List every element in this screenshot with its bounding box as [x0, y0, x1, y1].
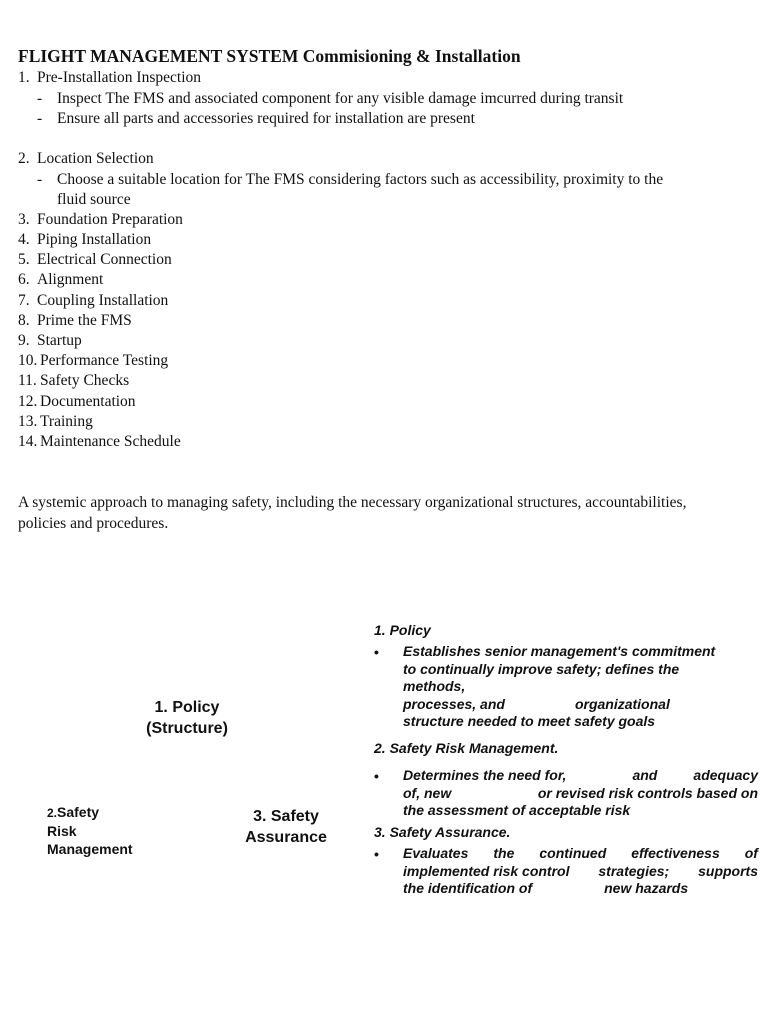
- policy-line-part: organizational: [574, 695, 670, 712]
- step-number: 6.: [18, 271, 30, 288]
- step-label: Alignment: [37, 271, 104, 288]
- dash-bullet: -: [37, 171, 43, 188]
- step-label: Location Selection: [37, 150, 154, 167]
- step-number: 5.: [18, 251, 30, 268]
- diagram-sa-line: Assurance: [245, 829, 327, 846]
- sub-item-text: Ensure all parts and accessories required for installation are present: [57, 110, 475, 127]
- step-number: 14.: [18, 433, 38, 450]
- step-number: 10.: [18, 352, 38, 369]
- diagram-srm-line: Safety: [57, 804, 100, 820]
- step-label: Performance Testing: [40, 352, 169, 369]
- diagram-srm-line: Risk: [47, 823, 77, 839]
- policy-line: [403, 696, 715, 714]
- policy-line: structure needed to meet safety goals: [403, 713, 656, 729]
- diagram-sa-label: [230, 806, 342, 848]
- step-item: [0, 68, 768, 88]
- sa-heading: 3. Safety Assurance.: [374, 824, 511, 840]
- step-item: [0, 412, 768, 432]
- srm-word: Determines the need for,: [403, 767, 567, 783]
- srm-word: and: [632, 767, 658, 783]
- dash-bullet: -: [37, 90, 43, 107]
- policy-description: [403, 643, 715, 731]
- dash-bullet: -: [37, 110, 43, 127]
- srm-word: or revised risk controls based on: [537, 784, 758, 801]
- srm-word: of, new: [403, 784, 452, 801]
- step-number: 7.: [18, 292, 30, 309]
- step-label: Electrical Connection: [37, 251, 172, 268]
- srm-line: the assessment of acceptable risk: [403, 802, 631, 818]
- diagram-srm-number: 2.: [47, 806, 58, 820]
- sub-item-text: Inspect The FMS and associated component for any visible damage imcurred during transit: [57, 90, 624, 107]
- sub-item-text: fluid source: [57, 191, 131, 208]
- step-number: 12.: [18, 393, 38, 410]
- step-number: 11.: [18, 372, 37, 389]
- bullet-icon: •: [374, 768, 379, 784]
- sa-word: of: [744, 845, 758, 861]
- sa-word: implemented risk control: [403, 862, 570, 879]
- step-item: [0, 250, 768, 270]
- sub-item-continuation: [0, 190, 768, 210]
- step-number: 3.: [18, 211, 30, 228]
- step-label: Startup: [37, 332, 82, 349]
- document-title: FLIGHT MANAGEMENT SYSTEM Commisioning & Installation: [18, 46, 521, 66]
- sa-line-part: the identification of: [403, 880, 533, 896]
- srm-heading: 2. Safety Risk Management.: [374, 740, 559, 756]
- step-number: 13.: [18, 413, 38, 430]
- step-label: Documentation: [40, 393, 136, 410]
- step-item: [0, 331, 768, 351]
- sub-item: [0, 89, 768, 109]
- step-item: [0, 210, 768, 230]
- diagram-policy-label: [120, 697, 254, 739]
- step-label: Foundation Preparation: [37, 211, 183, 228]
- step-item: [0, 291, 768, 311]
- diagram-srm-line: Management: [47, 841, 133, 857]
- step-number: 9.: [18, 332, 30, 349]
- step-label: Pre-Installation Inspection: [37, 69, 201, 86]
- diagram-policy-line: 1. Policy: [154, 699, 220, 716]
- step-number: 4.: [18, 231, 30, 248]
- sa-word: the: [493, 845, 515, 861]
- step-item: [0, 371, 768, 391]
- step-label: Coupling Installation: [37, 292, 169, 309]
- policy-line: Establishes senior management's commitment: [403, 643, 716, 659]
- step-number: 8.: [18, 312, 30, 329]
- step-label: Training: [40, 413, 93, 430]
- srm-word: adequacy: [693, 767, 758, 783]
- step-label: Prime the FMS: [37, 312, 132, 329]
- sa-line: [403, 880, 758, 898]
- sms-definition-paragraph: A systemic approach to managing safety, including the necessary organizational structures, accountabilities, policies and procedures.: [18, 494, 687, 532]
- bullet-icon: •: [374, 644, 379, 660]
- sa-word: Evaluates: [403, 845, 469, 861]
- diagram-srm-label: [47, 803, 133, 858]
- sub-item: [0, 109, 768, 129]
- step-number: 2.: [18, 150, 30, 167]
- sub-item-text: Choose a suitable location for The FMS considering factors such as accessibility, proximity to the: [57, 171, 664, 188]
- sub-item: [0, 170, 768, 190]
- sa-line: [403, 845, 758, 863]
- step-item: [0, 270, 768, 290]
- policy-line: methods,: [403, 678, 466, 694]
- policy-line-part: processes, and: [403, 695, 505, 712]
- sa-line-part: new hazards: [604, 880, 689, 896]
- bullet-icon: •: [374, 846, 379, 862]
- step-item: [0, 311, 768, 331]
- step-label: Maintenance Schedule: [40, 433, 181, 450]
- srm-line: [403, 767, 758, 785]
- step-item: [0, 351, 768, 371]
- sa-word: continued: [539, 845, 607, 861]
- policy-heading: 1. Policy: [374, 622, 431, 638]
- srm-line: [403, 785, 758, 803]
- step-label: Piping Installation: [37, 231, 152, 248]
- step-item: [0, 230, 768, 250]
- sa-line: [403, 863, 758, 881]
- sa-description: [403, 845, 758, 898]
- diagram-sa-line: 3. Safety: [253, 808, 319, 825]
- step-number: 1.: [18, 69, 30, 86]
- step-item: [0, 149, 768, 169]
- sa-word: effectiveness: [631, 845, 720, 861]
- step-item: [0, 392, 768, 412]
- sa-word: strategies;: [598, 862, 670, 879]
- policy-line: to continually improve safety; defines the: [403, 660, 680, 677]
- diagram-policy-line: (Structure): [146, 720, 228, 737]
- step-item: [0, 432, 768, 452]
- sa-word: supports: [698, 862, 758, 879]
- srm-description: [403, 767, 758, 820]
- step-label: Safety Checks: [40, 372, 130, 389]
